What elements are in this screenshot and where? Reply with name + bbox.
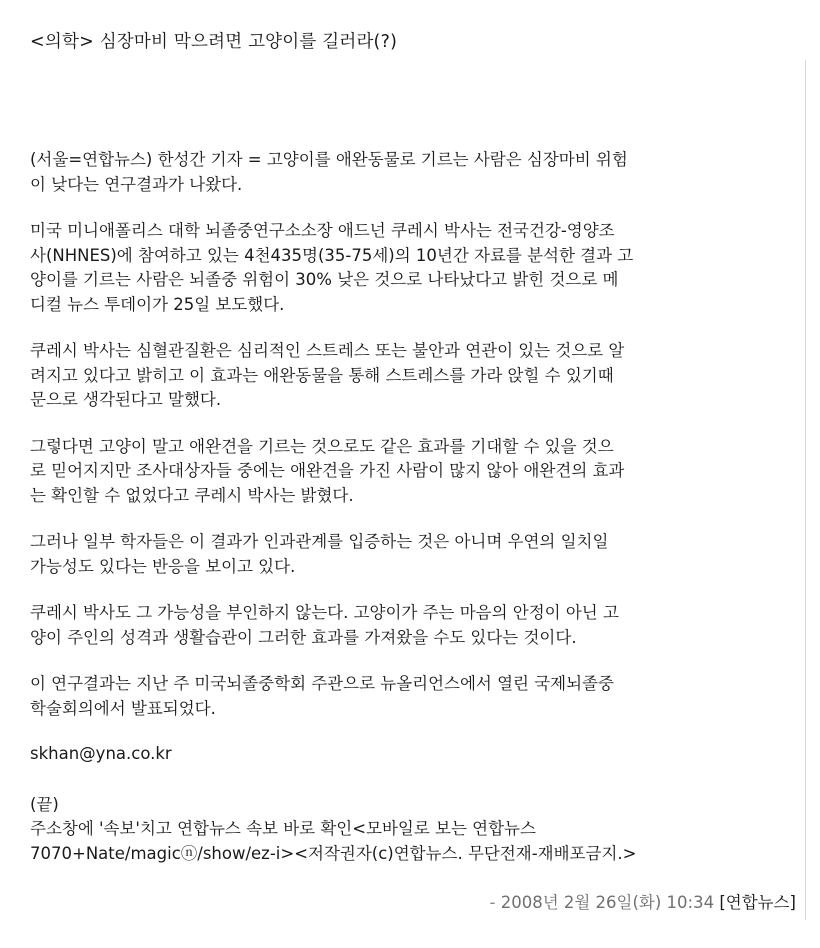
dateline-dash: - xyxy=(489,893,496,912)
paragraph-line: 로 믿어지지만 조사대상자들 중에는 애완견을 가진 사람이 많지 않아 애완견의 효과 xyxy=(30,461,625,480)
paragraph-line: (서울=연합뉴스) 한성간 기자 = 고양이를 애완동물로 기르는 사람은 심장마비 위험 xyxy=(30,150,628,169)
paragraph-line: 는 확인할 수 없었다고 쿠레시 박사는 밝혔다. xyxy=(30,485,354,505)
paragraph-line: 쿠레시 박사도 그 가능성을 부인하지 않는다. 고양이가 주는 마음의 안정이 아닌 고 xyxy=(30,603,619,622)
reporter-email: skhan@yna.co.kr xyxy=(30,744,172,763)
article-paragraph xyxy=(30,672,800,721)
paragraph-line: 양이 주인의 성격과 생활습관이 그러한 효과를 가져왔을 수도 있다는 것이다. xyxy=(30,627,577,647)
paragraph-line: 가능성도 있다는 반응을 보이고 있다. xyxy=(30,556,296,576)
article-headline: <의학> 심장마비 막으려면 고양이를 길러라(?) xyxy=(30,32,398,52)
scan-edge-line xyxy=(805,60,806,920)
article-paragraph xyxy=(30,339,800,413)
promo-line: 7070+Nate/magicⓝ/show/ez-i><저작권자(c)연합뉴스. 무단전재-재배포금지.> xyxy=(30,843,637,863)
paragraph-line: 학술회의에서 발표되었다. xyxy=(30,698,216,718)
article-body xyxy=(30,148,800,866)
article-paragraph xyxy=(30,530,800,579)
paragraph-line: 이 낮다는 연구결과가 나왔다. xyxy=(30,174,243,194)
article-paragraph xyxy=(30,601,800,650)
article-paragraph xyxy=(30,435,800,509)
dateline-date: 2008년 2월 26일(화) 10:34 xyxy=(500,893,715,912)
paragraph-line: 문으로 생각된다고 말했다. xyxy=(30,390,222,409)
article-paragraph xyxy=(30,148,800,197)
paragraph-line: 이 연구결과는 지난 주 미국뇌졸중학회 주관으로 뉴올리언스에서 열린 국제뇌졸중 xyxy=(30,674,614,693)
paragraph-line: 사(NHNES)에 참여하고 있는 4천435명(35-75세)의 10년간 자료를 분석한 결과 고 xyxy=(30,245,634,265)
promo-line: 주소창에 '속보'치고 연합뉴스 속보 바로 확인<모바일로 보는 연합뉴스 xyxy=(30,819,536,838)
paragraph-line: 미국 미니애폴리스 대학 뇌졸중연구소소장 애드넌 쿠레시 박사는 전국건강-영양조 xyxy=(30,221,615,240)
paragraph-line: 그렇다면 고양이 말고 애완견을 기르는 것으로도 같은 효과를 기대할 수 있을 것으 xyxy=(30,436,614,456)
paragraph-line: 양이를 기르는 사람은 뇌졸중 위험이 30% 낮은 것으로 나타났다고 밝힌 것으로 메 xyxy=(30,270,619,289)
article-paragraph xyxy=(30,219,800,317)
article-footer xyxy=(30,793,800,867)
paragraph-line: 디컬 뉴스 투데이가 25일 보도했다. xyxy=(30,294,285,314)
paragraph-line: 려지고 있다고 밝히고 이 효과는 애완동물을 통해 스트레스를 가라 앉힐 수 있기때 xyxy=(30,365,614,385)
paragraph-line: 그러나 일부 학자들은 이 결과가 인과관계를 입증하는 것은 아니며 우연의 일치일 xyxy=(30,532,609,551)
end-mark: (끝) xyxy=(30,794,59,814)
paragraph-line: 쿠레시 박사는 심혈관질환은 심리적인 스트레스 또는 불안과 연관이 있는 것으로 알 xyxy=(30,341,625,360)
article-dateline xyxy=(489,889,796,913)
reporter-email-block xyxy=(30,742,800,767)
dateline-source: [연합뉴스] xyxy=(719,893,796,912)
